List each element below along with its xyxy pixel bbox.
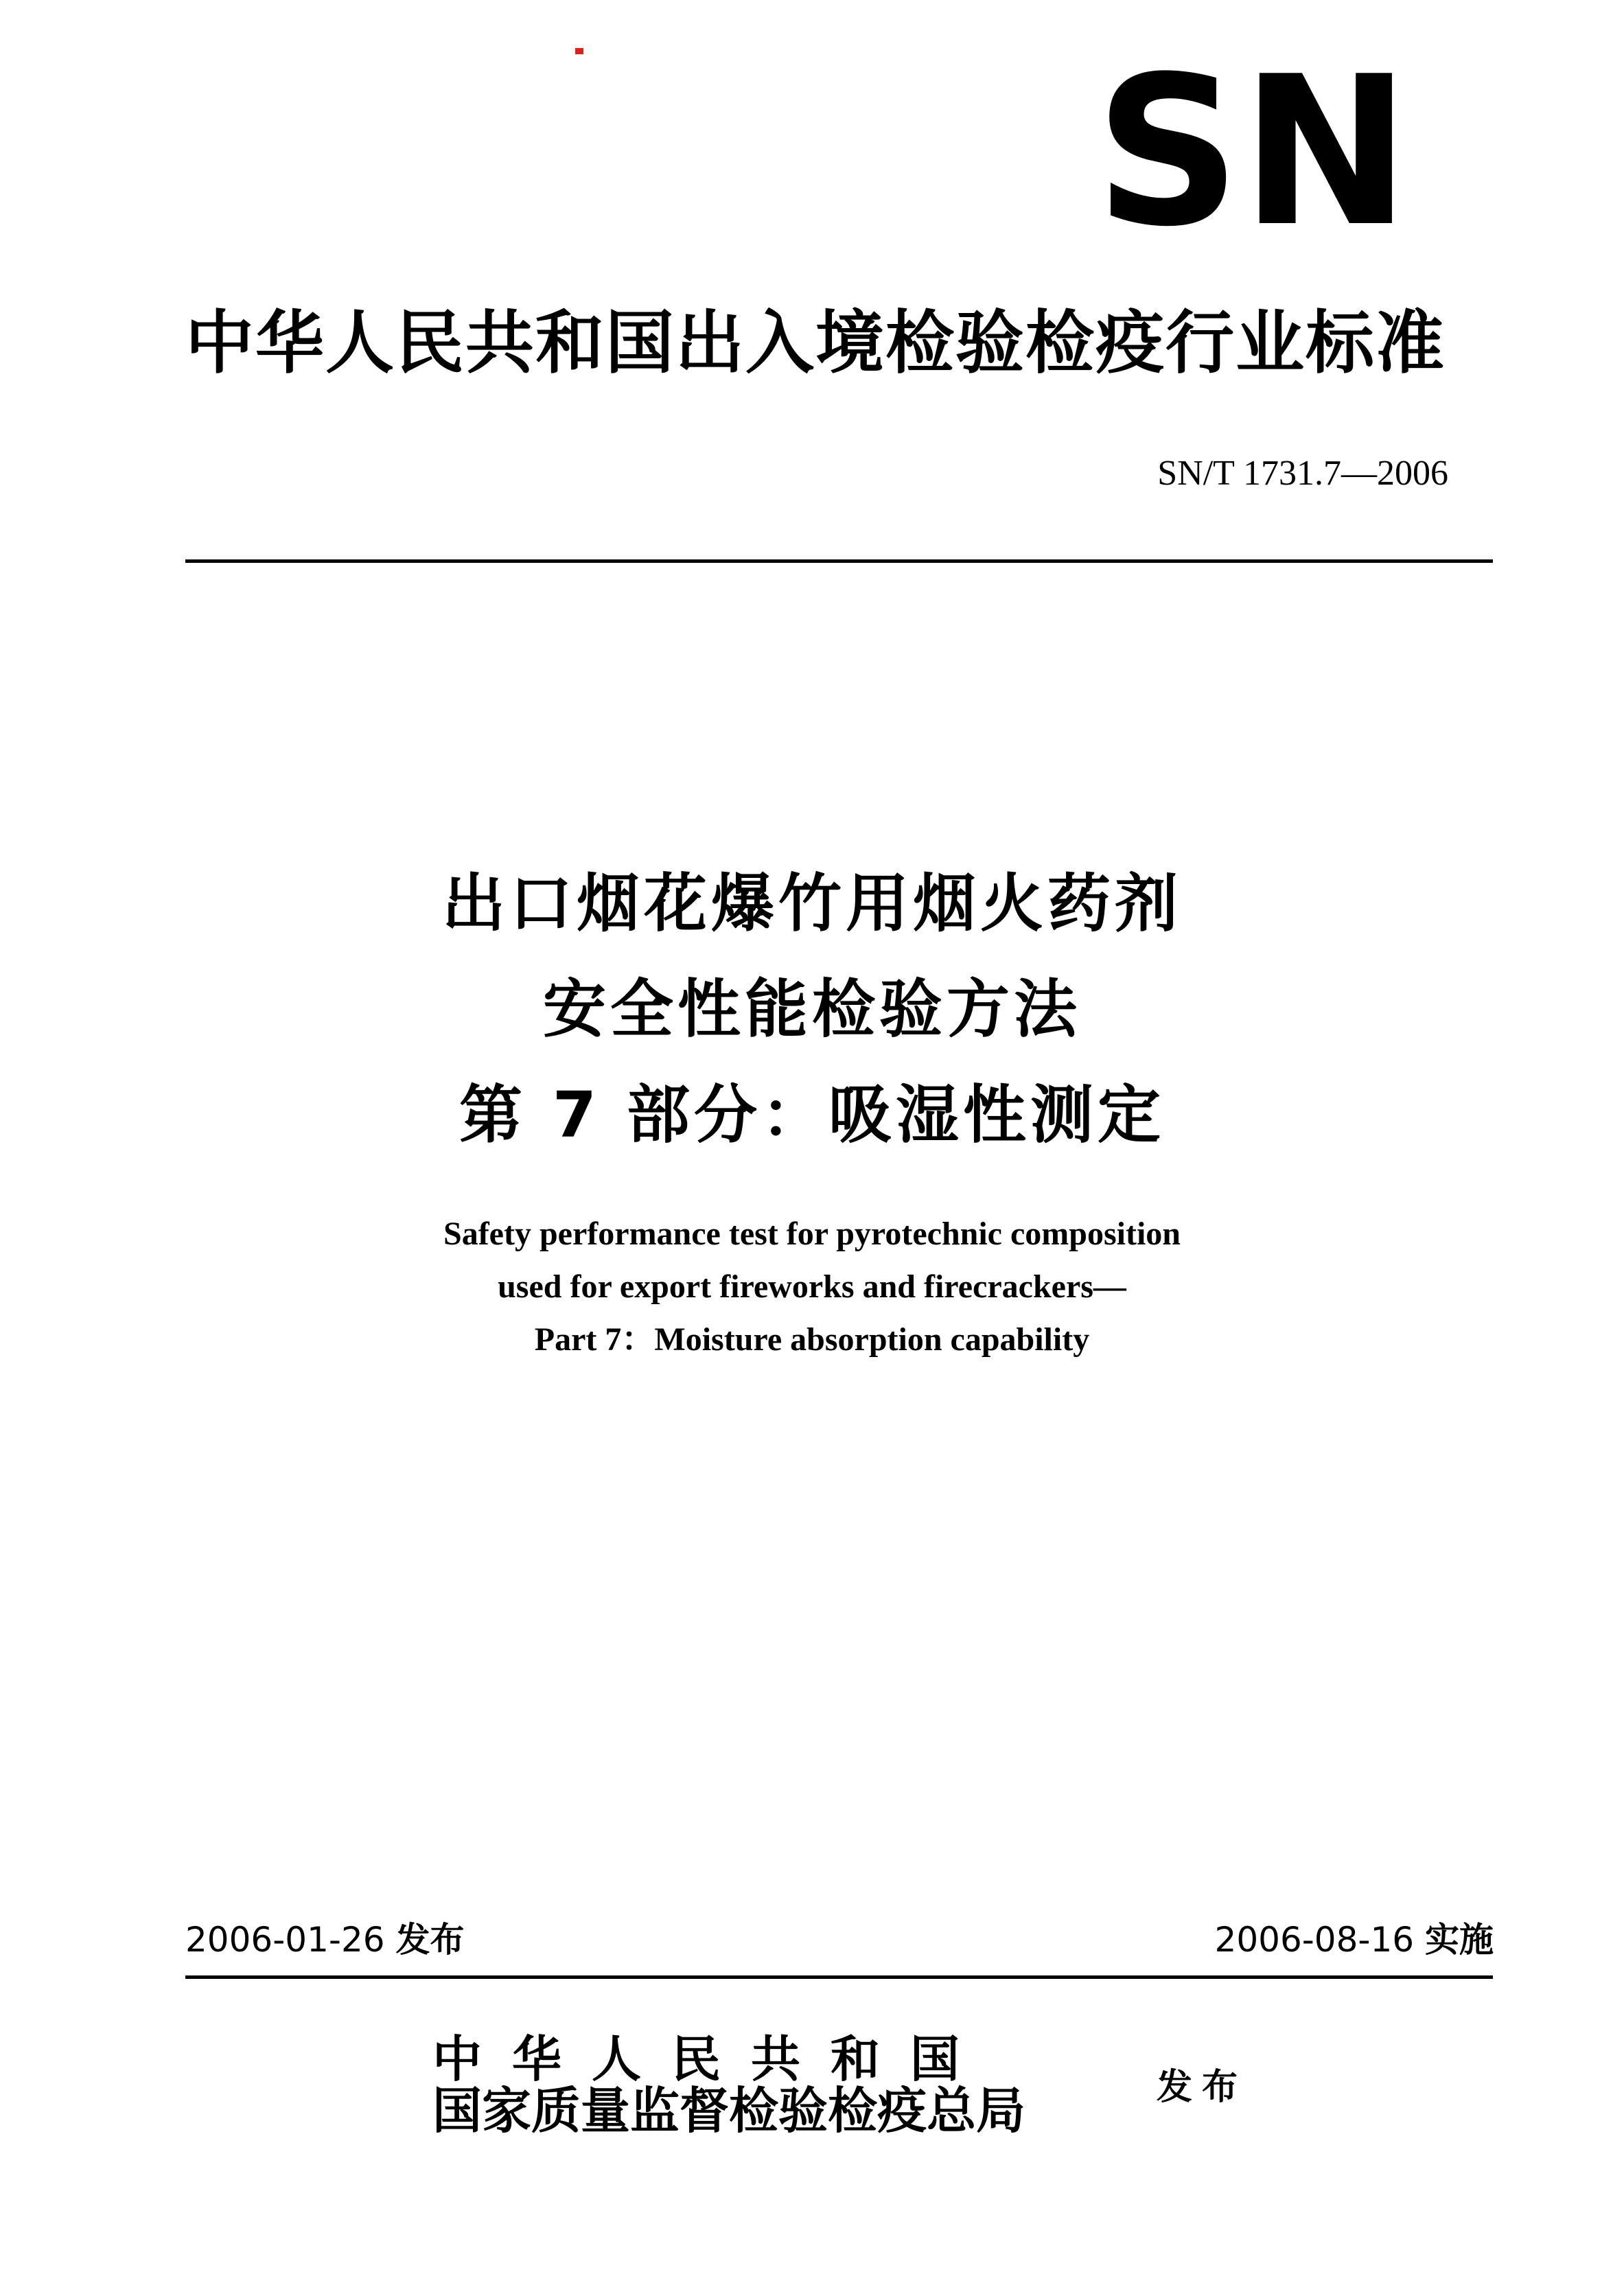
title-cn-line-2: 安全性能检验方法 xyxy=(542,973,1081,1046)
issuer-title: 中华人民共和国出入境检验检疫行业标准 xyxy=(185,303,1446,383)
implemented-date-value: 2006-08-16 xyxy=(1214,1920,1415,1960)
publisher-line-2: 国家质量监督检验检疫总局 xyxy=(432,2081,1026,2140)
title-cn-line-1: 出口烟花爆竹用烟火药剂 xyxy=(441,867,1182,940)
title-en-line-1: Safety performance test for pyrotechnic composition xyxy=(443,1216,1181,1252)
sn-logo xyxy=(1091,69,1414,233)
implemented-label: 实施 xyxy=(1425,1920,1494,1960)
issued-date xyxy=(185,1918,464,1961)
standard-number: SN/T 1731.7—2006 xyxy=(1157,454,1448,493)
implemented-date xyxy=(1215,1918,1494,1961)
title-en-line-2: used for export fireworks and firecrackers— xyxy=(498,1268,1126,1305)
title-en-line-3: Part 7：Moisture absorption capability xyxy=(534,1321,1090,1358)
publisher-line-1: 中华人民共和国 xyxy=(432,2030,990,2088)
title-cn-line-3: 第 7 部分：吸湿性测定 xyxy=(459,1078,1165,1152)
top-divider xyxy=(185,559,1493,563)
red-mark xyxy=(575,48,583,54)
sn-logo-text: SN xyxy=(1095,69,1411,233)
issued-label: 发布 xyxy=(395,1920,465,1960)
bottom-divider xyxy=(185,1975,1493,1979)
publisher-verb: 发布 xyxy=(1157,2066,1248,2108)
issued-date-value: 2006-01-26 xyxy=(185,1920,385,1960)
